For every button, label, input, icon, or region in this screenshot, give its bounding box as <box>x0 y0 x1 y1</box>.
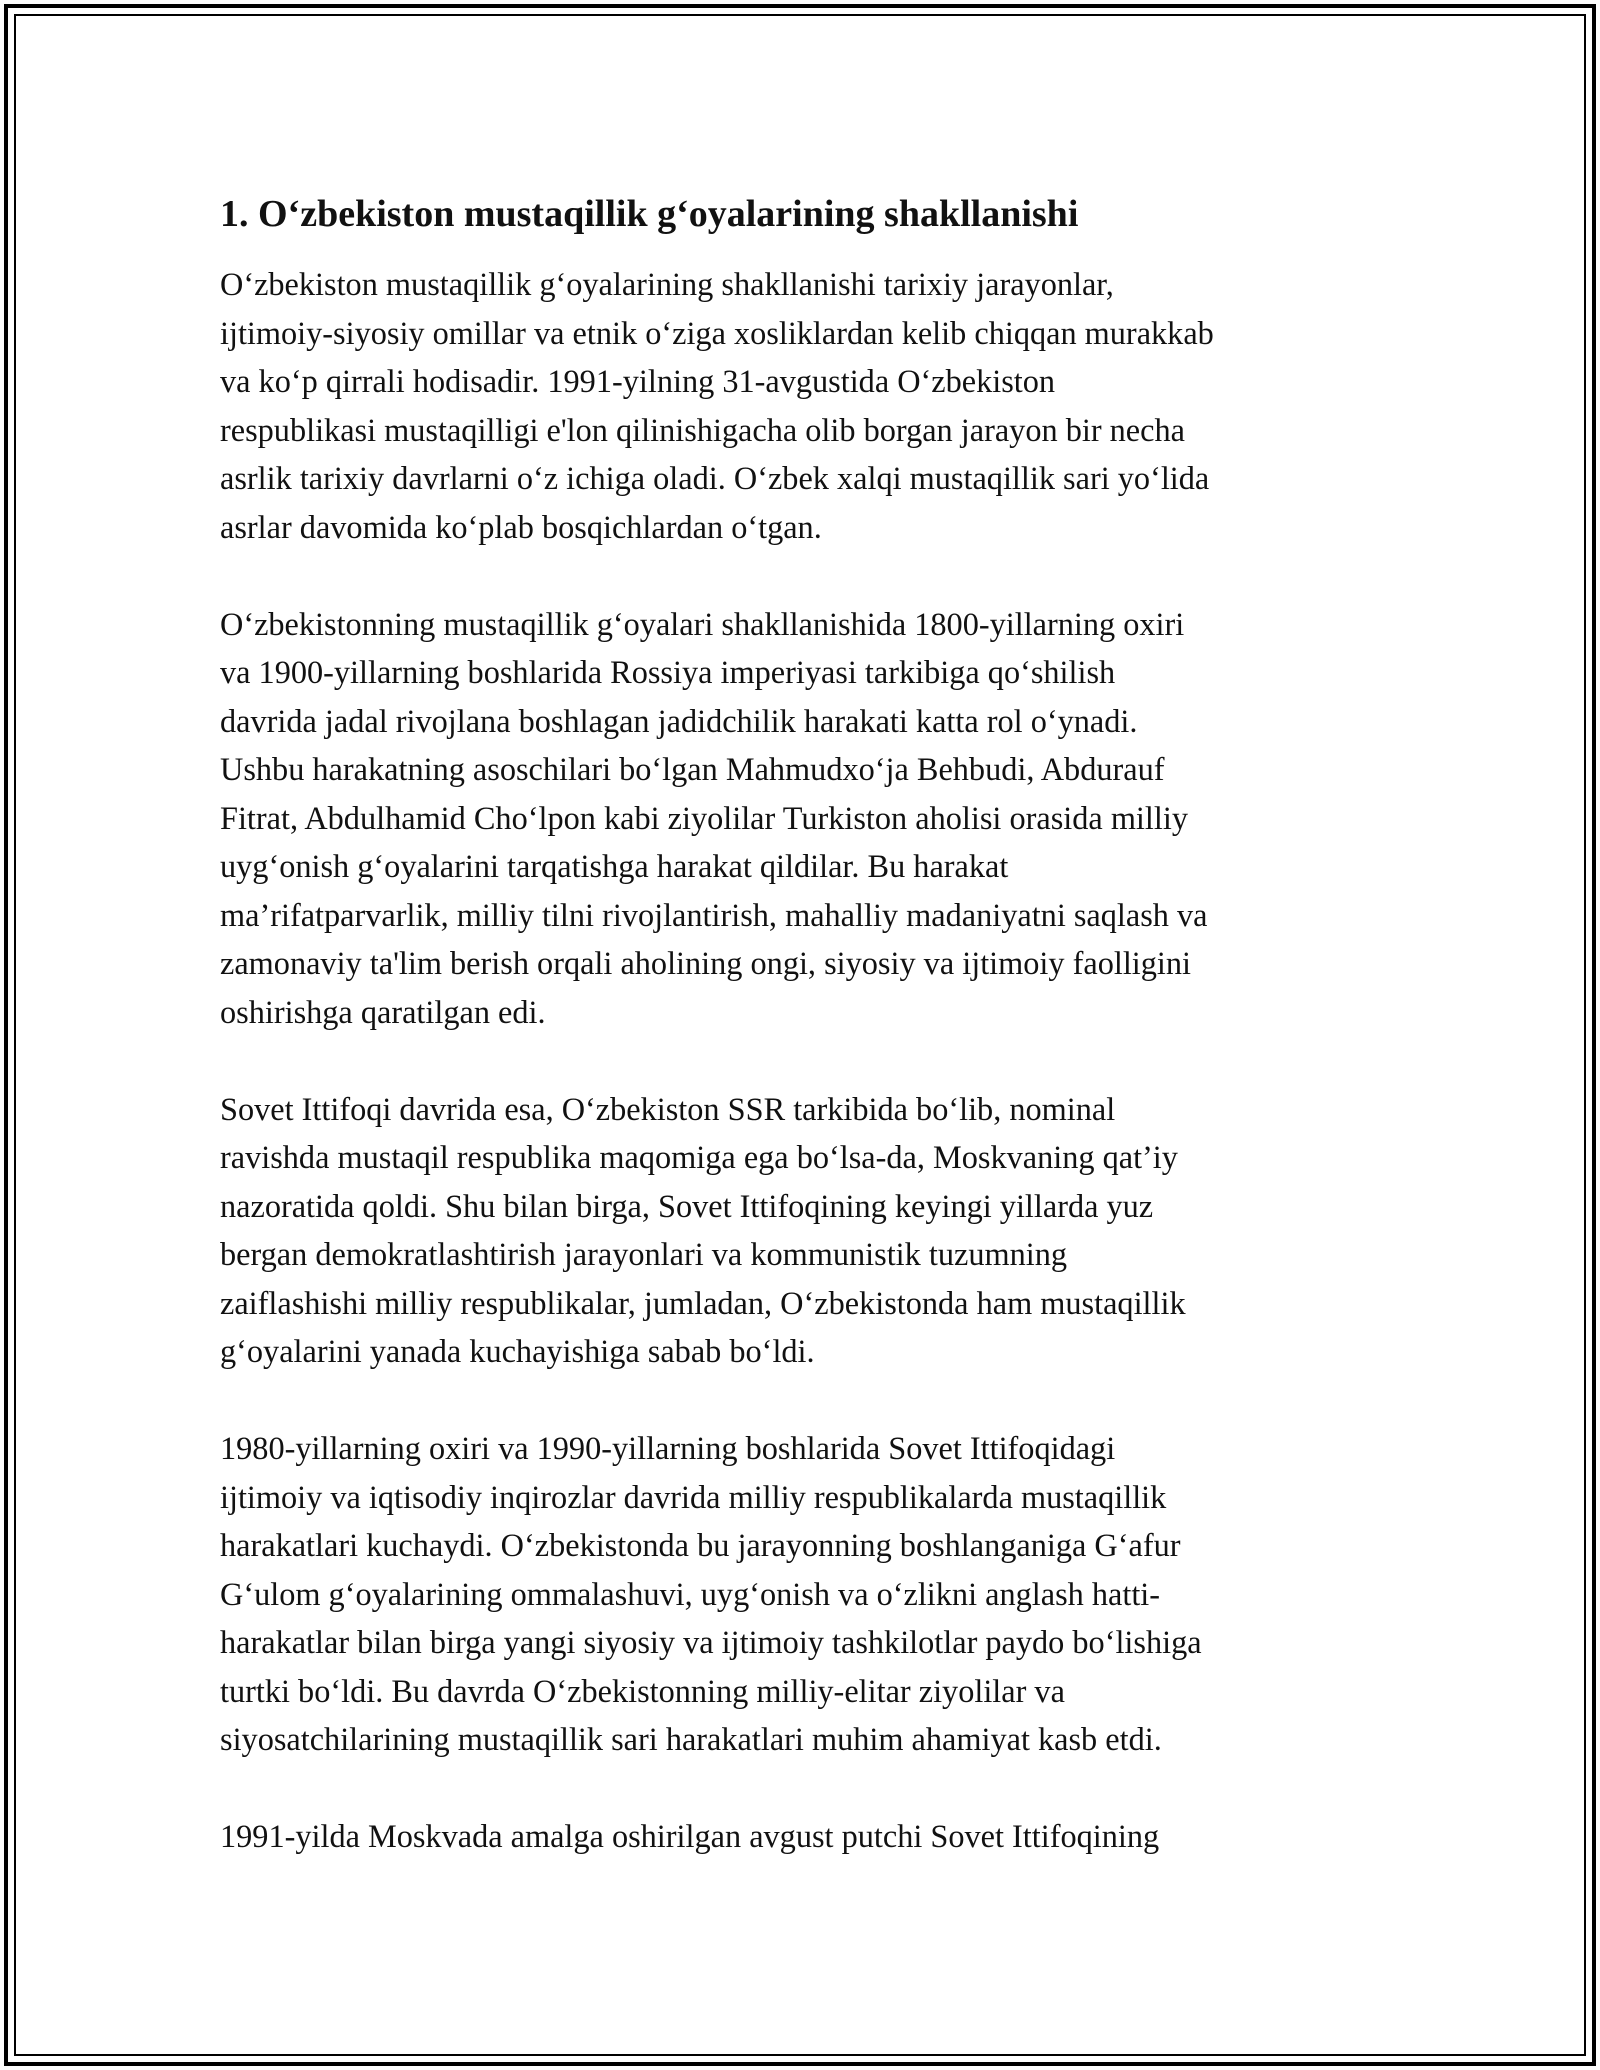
paragraph-line: zamonaviy ta'lim berish orqali aholining ongi, siyosiy va ijtimoiy faolligini <box>220 945 1192 981</box>
paragraph-line: Sovet Ittifoqi davrida esa, O‘zbekiston SSR tarkibida bo‘lib, nominal <box>220 1090 1116 1127</box>
paragraph <box>220 1812 1370 1861</box>
paragraph <box>220 1424 1370 1764</box>
paragraph-line: va ko‘p qirrali hodisadir. 1991-yilning 31-avgustida O‘zbekiston <box>220 363 1056 399</box>
paragraph-line: turtki bo‘ldi. Bu davrda O‘zbekistonning milliy-elitar ziyolilar va <box>220 1672 1065 1709</box>
paragraph-line: Fitrat, Abdulhamid Cho‘lpon kabi ziyolilar Turkiston aholisi orasida milliy <box>220 799 1188 836</box>
paragraph-line: uyg‘onish g‘oyalarini tarqatishga harakat qildilar. Bu harakat <box>220 848 1009 884</box>
paragraph-line: g‘oyalarini yanada kuchayishiga sabab bo‘ldi. <box>220 1333 815 1369</box>
paragraph-line: 1991-yilda Moskvada amalga oshirilgan avgust putchi Sovet Ittifoqining <box>220 1818 1160 1854</box>
paragraph-line: 1980-yillarning oxiri va 1990-yillarning boshlarida Sovet Ittifoqidagi <box>220 1430 1116 1466</box>
paragraph-line: ijtimoiy-siyosiy omillar va etnik o‘ziga xosliklardan kelib chiqqan murakkab <box>220 314 1214 351</box>
paragraph-line: Ushbu harakatning asoschilari bo‘lgan Mahmudxo‘ja Behbudi, Abdurauf <box>220 751 1165 787</box>
paragraph-line: asrlar davomida ko‘plab bosqichlardan o‘tgan. <box>220 508 822 545</box>
paragraph-line: va 1900-yillarning boshlarida Rossiya imperiyasi tarkibiga qo‘shilish <box>220 654 1116 690</box>
paragraph-line: davrida jadal rivojlana boshlagan jadidchilik harakati katta rol o‘ynadi. <box>220 702 1138 739</box>
paragraph-line: oshirishga qaratilgan edi. <box>220 993 546 1030</box>
paragraph-line: ravishda mustaqil respublika maqomiga ega bo‘lsa-da, Moskvaning qat’iy <box>220 1139 1178 1175</box>
paragraph-line: nazoratida qoldi. Shu bilan birga, Sovet Ittifoqining keyingi yillarda yuz <box>220 1187 1154 1224</box>
paragraph-line: zaiflashishi milliy respublikalar, jumladan, O‘zbekistonda ham mustaqillik <box>220 1284 1186 1321</box>
paragraph-line: O‘zbekiston mustaqillik g‘oyalarining shakllanishi tarixiy jarayonlar, <box>220 266 1114 302</box>
document-title: 1. O‘zbekiston mustaqillik g‘oyalarining shakllanishi <box>220 193 1079 235</box>
paragraph-line: harakatlari kuchaydi. O‘zbekistonda bu jarayonning boshlanganiga G‘afur <box>220 1527 1181 1563</box>
paragraph-line: ma’rifatparvarlik, milliy tilni rivojlantirish, mahalliy madaniyatni saqlash va <box>220 896 1208 933</box>
paragraph-line: harakatlar bilan birga yangi siyosiy va ijtimoiy tashkilotlar paydo bo‘lishiga <box>220 1624 1202 1660</box>
document-body <box>220 188 1370 1861</box>
paragraph-line: respublikasi mustaqilligi e'lon qilinishigacha olib borgan jarayon bir necha <box>220 411 1185 448</box>
paragraph <box>220 600 1370 1037</box>
paragraph-line: ijtimoiy va iqtisodiy inqirozlar davrida milliy respublikalarda mustaqillik <box>220 1478 1167 1515</box>
paragraph <box>220 260 1370 551</box>
paragraph <box>220 1085 1370 1376</box>
paragraph-list <box>220 260 1370 1861</box>
paragraph-line: bergan demokratlashtirish jarayonlari va kommunistik tuzumning <box>220 1236 1068 1272</box>
paragraph-line: siyosatchilarining mustaqillik sari harakatlari muhim ahamiyat kasb etdi. <box>220 1721 1162 1757</box>
paragraph-line: G‘ulom g‘oyalarining ommalashuvi, uyg‘onish va o‘zlikni anglash hatti- <box>220 1575 1161 1612</box>
paragraph-line: O‘zbekistonning mustaqillik g‘oyalari shakllanishida 1800-yillarning oxiri <box>220 605 1185 642</box>
paragraph-line: asrlik tarixiy davrlarni o‘z ichiga oladi. O‘zbek xalqi mustaqillik sari yo‘lida <box>220 460 1210 496</box>
